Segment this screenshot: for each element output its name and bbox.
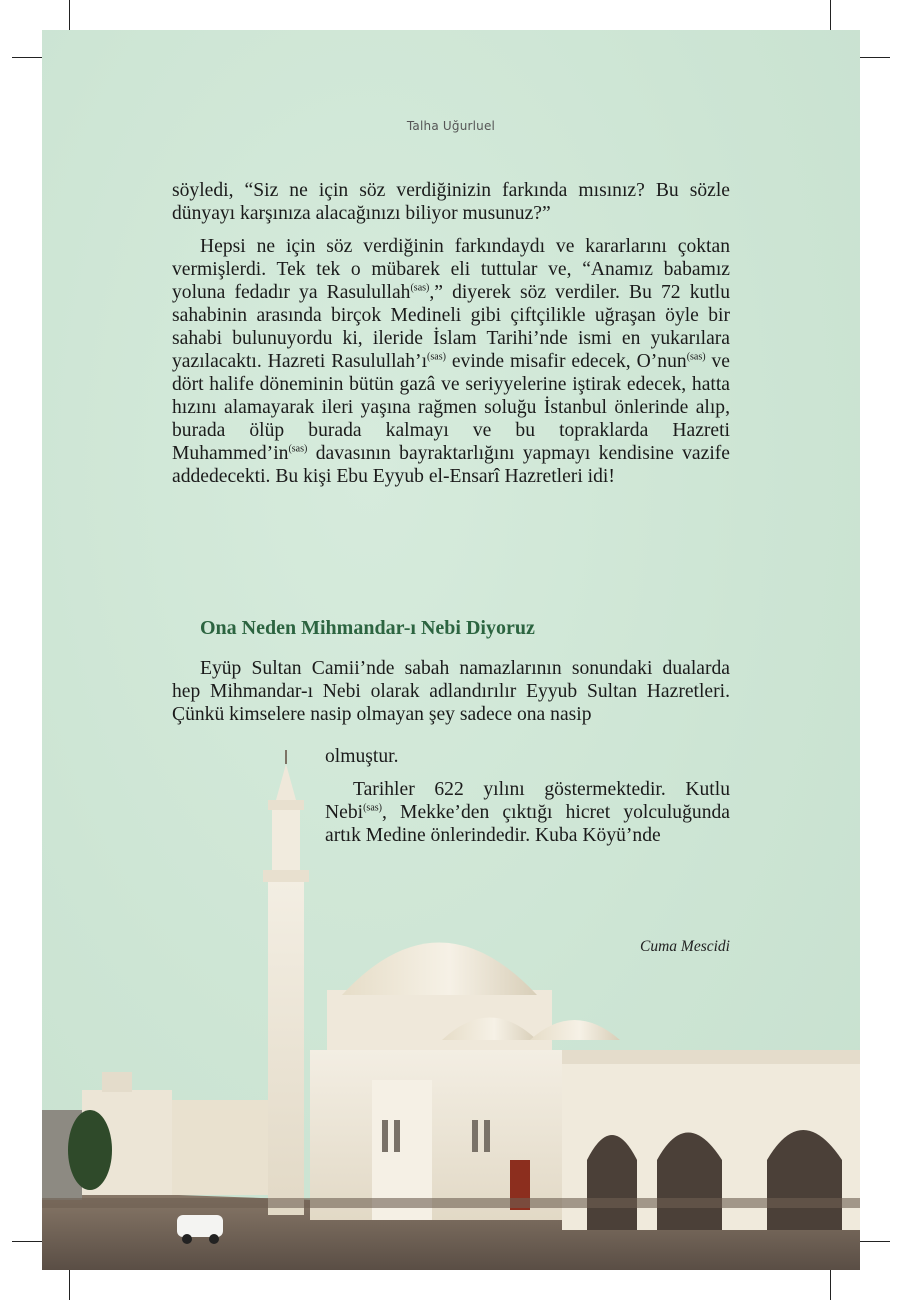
book-page [42, 30, 860, 1270]
honorific-superscript: (sas) [427, 351, 446, 363]
photo-caption: Cuma Mescidi [640, 938, 730, 955]
body-text-top [172, 179, 730, 488]
crop-mark [860, 1241, 890, 1242]
crop-mark [12, 57, 42, 58]
text-run: ve dört halife döneminin bütün gazâ ve seriyyelerine iştirak edecek, hatta hızını alamayarak ileri yaşına rağmen soluğu İstanbul önlerinde alıp, burada ölüp burada kalmayı ve bu topraklarda Hazreti Muhammed’in [172, 351, 730, 464]
mosque-photo [42, 750, 860, 1270]
crop-mark [830, 0, 831, 30]
text-run: ,” diyerek söz verdiler. Bu 72 kutlu sahabinin arasında birçok Medineli gibi çiftçilikle uğraşan öyle bir sahabi bulunuyordu ki, ileride İslam Tarihi’nde ismi en yukarılara yazılacaktı. Hazreti Rasulullah’ı [172, 282, 730, 372]
running-header-author: Talha Uğurluel [406, 119, 496, 133]
crop-mark [69, 0, 70, 30]
body-text-middle [172, 657, 730, 726]
crop-mark [860, 57, 890, 58]
text-run: olmuştur. [325, 746, 399, 767]
crop-mark [69, 1270, 70, 1300]
paragraph [172, 657, 730, 726]
text-run: söyledi, “Siz ne için söz verdiğinizin farkında mısınız? Bu sözle dünyayı karşınıza alacağınızı biliyor musunuz?” [172, 180, 730, 224]
text-run: Eyüp Sultan Camii’nde sabah namazlarının sonundaki dualarda hep Mihmandar-ı Nebi olarak adlandırılır Eyyub Sultan Hazretleri. Çünkü kimselere nasip olmayan şey sadece ona nasip [172, 658, 730, 725]
honorific-superscript: (sas) [363, 802, 382, 814]
paragraph [172, 179, 730, 225]
honorific-superscript: (sas) [288, 443, 308, 455]
crop-mark [12, 1241, 42, 1242]
section-heading: Ona Neden Mihmandar-ı Nebi Diyoruz [200, 617, 535, 639]
crop-mark [830, 1270, 831, 1300]
honorific-superscript: (sas) [686, 351, 706, 363]
text-run: evinde misafir edecek, O’nun [445, 351, 687, 372]
text-run: Hepsi ne için söz verdiğinin farkındaydı ve kararlarını çoktan vermişlerdi. Tek tek o mübarek eli tuttular ve, “Anamız babamız yoluna fedadır ya Rasulullah [172, 236, 730, 303]
paragraph [172, 235, 730, 488]
honorific-superscript: (sas) [410, 282, 430, 294]
text-run: , Mekke’den çıktığı hicret yolculuğunda artık Medine önlerindedir. Kuba Köyü’nde [325, 802, 730, 846]
text-run: Tarihler 622 yılını göstermektedir. Kutlu Nebi [325, 779, 730, 823]
text-run: davasının bayraktarlığını yapmayı kendisine vazife addedecekti. Bu kişi Ebu Eyyub el-Ensarî Hazretleri idi! [172, 443, 730, 487]
